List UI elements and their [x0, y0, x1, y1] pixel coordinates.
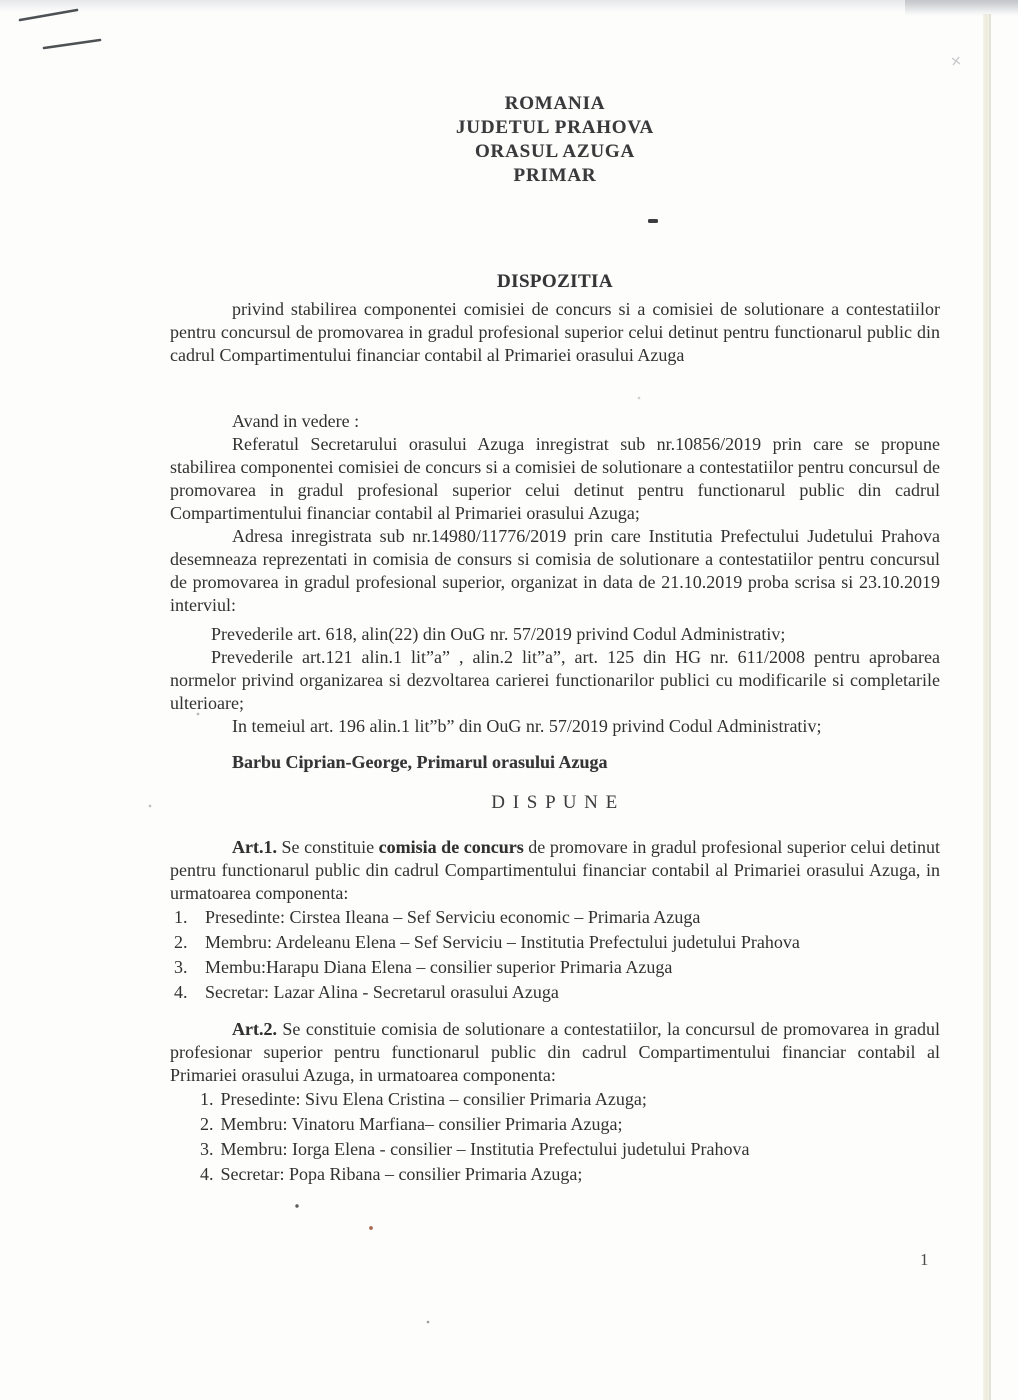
- recital-adresa: Adresa inregistrata sub nr.14980/11776/2019 prin care Institutia Prefectului Judetului Prahova desemneaza reprezentati in comisia de consurs si comisia de solutionare a contestatiilor pentru concursul de promovarea in gradul profesional superior, organizat in data de 21.10.2019 proba scrisa si 23.10.2019 interviul:: [170, 526, 940, 615]
- letterhead-office: PRIMAR: [513, 165, 597, 186]
- item-text: Secretar: Popa Ribana – consilier Primaria Azuga;: [220, 1164, 583, 1184]
- preamble-intro: Avand in vedere :: [232, 411, 360, 431]
- article-1-label: Art.1.: [232, 837, 277, 857]
- item-text: Presedinte: Sivu Elena Cristina – consilier Primaria Azuga;: [220, 1089, 647, 1109]
- article-2-intro: Se constituie comisia de solutionare a contestatiilor, la concursul de promovarea in gradul profesionar superior pentru functionarul public din cadrul Compartimentului financiar contabil al Primariei orasului Azuga, in urmatoarea componenta:: [170, 1019, 940, 1085]
- item-text: Membru: Ardeleanu Elena – Sef Serviciu – Institutia Prefectului judetului Prahova: [205, 932, 800, 952]
- letterhead: [170, 92, 940, 188]
- item-text: Membu:Harapu Diana Elena – consilier superior Primaria Azuga: [205, 957, 673, 977]
- item-number: 2.: [174, 932, 188, 952]
- pen-stroke-icon: [44, 40, 100, 48]
- item-text: Presedinte: Cirstea Ileana – Sef Serviciu economic – Primaria Azuga: [205, 907, 701, 927]
- list-item: [200, 1087, 940, 1112]
- item-number: 3.: [200, 1139, 214, 1159]
- scan-speck: [295, 1204, 298, 1207]
- scan-speck: [149, 805, 152, 808]
- legal-basis-3: In temeiul art. 196 alin.1 lit”b” din OuG nr. 57/2019 privind Codul Administrativ;: [232, 716, 822, 736]
- item-number: 2.: [200, 1114, 214, 1134]
- letterhead-county: JUDETUL PRAHOVA: [456, 117, 654, 138]
- article-1-list: [170, 905, 940, 1005]
- item-number: 1.: [174, 907, 188, 927]
- item-number: 4.: [174, 982, 188, 1002]
- letterhead-country: ROMANIA: [504, 93, 606, 114]
- item-number: 4.: [200, 1164, 214, 1184]
- letterhead-city: ORASUL AZUGA: [474, 141, 636, 162]
- legal-basis-2: Prevederile art.121 alin.1 lit”a” , alin.2 lit”a”, art. 125 din HG nr. 611/2008 pentru aprobarea normelor privind organizarea si dezvoltarea carierei functionarilor publici cu modificarile si completarile ulterioare;: [170, 647, 940, 713]
- list-item: [200, 1162, 940, 1187]
- item-text: Membru: Vinatoru Marfiana– consilier Primaria Azuga;: [220, 1114, 623, 1134]
- document-body: [170, 0, 940, 1187]
- article-1-intro-2: de promovare in gradul profesional superior celui detinut pentru functionarul public din cadrul Compartimentului financiar contabil al Primariei orasului Azuga, in urmatoarea componenta:: [170, 837, 941, 903]
- legal-basis-1: Prevederile art. 618, alin(22) din OuG nr. 57/2019 privind Codul Administrativ;: [211, 624, 786, 644]
- issuer-line: Barbu Ciprian-George, Primarul orasului Azuga: [232, 752, 608, 772]
- paper-edge-line: [989, 14, 991, 1400]
- list-item: [174, 930, 940, 955]
- article-1-intro-1: Se constituie: [281, 837, 379, 857]
- list-item: [174, 980, 940, 1005]
- scan-speck: [369, 1226, 373, 1230]
- item-text: Membru: Iorga Elena - consilier – Institutia Prefectului judetului Prahova: [220, 1139, 750, 1159]
- article-1-paragraph: [170, 836, 940, 905]
- item-text: Secretar: Lazar Alina - Secretarul orasului Azuga: [205, 982, 559, 1002]
- faint-scribble-icon: [952, 57, 960, 65]
- article-2-paragraph: [170, 1018, 940, 1087]
- list-item: [174, 905, 940, 930]
- page-number: 1: [920, 1250, 929, 1269]
- document-title: DISPOZITIA: [497, 271, 613, 292]
- article-2-label: Art.2.: [232, 1019, 277, 1039]
- scan-speck: [427, 1321, 430, 1324]
- article-1-bold-phrase: comisia de concurs: [378, 837, 524, 857]
- article-2-list: [200, 1087, 940, 1187]
- decree-word: D I S P U N E: [491, 792, 619, 813]
- document-subtitle: privind stabilirea componentei comisiei de concurs si a comisiei de solutionare a contestatiilor pentru concursul de promovarea in gradul profesional superior celui detinut pentru functionarul public din cadrul Compartimentului financiar contabil al Primariei orasului Azuga: [170, 299, 940, 365]
- item-number: 3.: [174, 957, 188, 977]
- item-number: 1.: [200, 1089, 214, 1109]
- list-item: [174, 955, 940, 980]
- recital-referat: Referatul Secretarului orasului Azuga inregistrat sub nr.10856/2019 prin care se propune stabilirea componentei comisiei de concurs si a comisiei de solutionare a contestatiilor pentru concursul de promovarea in gradul profesional superior celui detinut pentru functionarul public din cadrul Compartimentului financiar contabil al Primariei orasului Azuga;: [170, 434, 940, 523]
- list-item: [200, 1137, 940, 1162]
- list-item: [200, 1112, 940, 1137]
